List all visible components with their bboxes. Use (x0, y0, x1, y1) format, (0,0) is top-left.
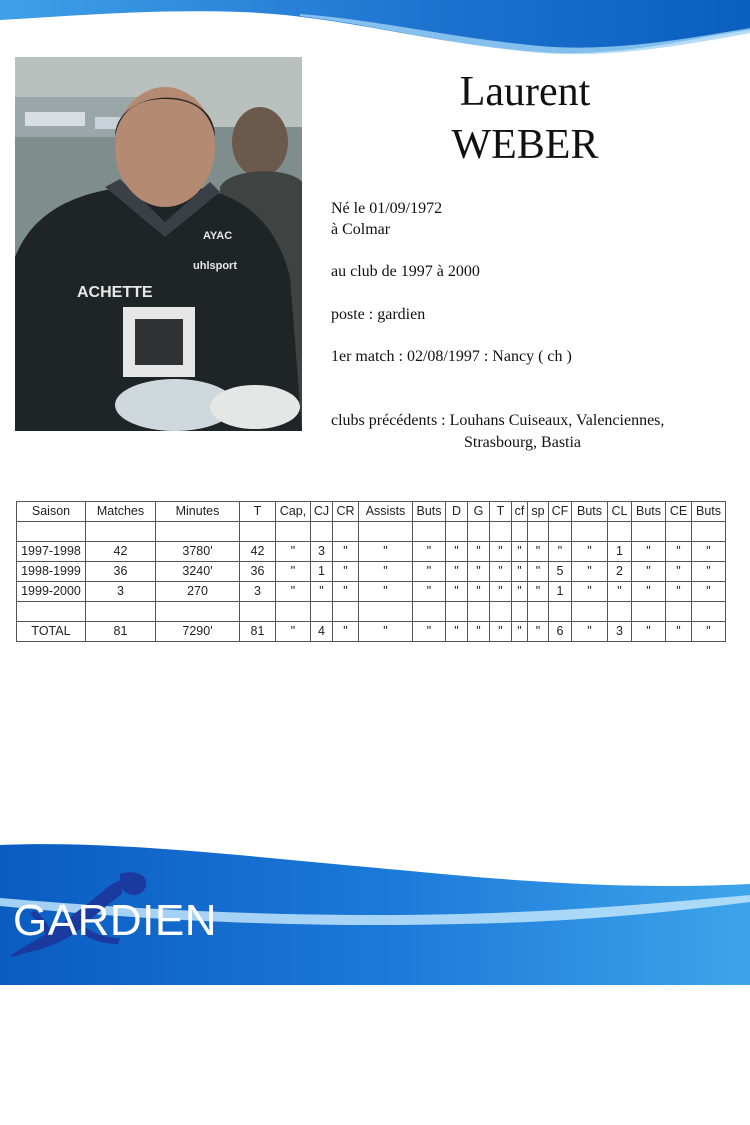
stats-cell (608, 522, 632, 542)
stats-header-cell: CL (608, 502, 632, 522)
stats-cell (490, 522, 512, 542)
stats-cell (632, 602, 666, 622)
stats-cell (333, 602, 359, 622)
stats-header-cell: cf (512, 502, 528, 522)
stats-cell: " (333, 542, 359, 562)
stats-cell (333, 522, 359, 542)
stats-cell: " (333, 582, 359, 602)
stats-header-cell: G (468, 502, 490, 522)
stats-cell (528, 522, 549, 542)
stats-cell (512, 602, 528, 622)
stats-cell (692, 522, 726, 542)
stats-cell: " (572, 622, 608, 642)
stats-header-cell: CE (666, 502, 692, 522)
stats-cell (490, 602, 512, 622)
stats-cell (528, 602, 549, 622)
previous-clubs-line-2: Strasbourg, Bastia (464, 434, 582, 451)
stats-row (17, 522, 726, 542)
stats-cell: " (276, 582, 311, 602)
birth-place: à Colmar (331, 221, 391, 238)
player-position: poste : gardien (331, 306, 426, 323)
stats-cell (468, 602, 490, 622)
stats-cell: " (512, 542, 528, 562)
stats-cell: " (632, 622, 666, 642)
stats-cell: " (490, 582, 512, 602)
stats-header-cell: T (490, 502, 512, 522)
stats-cell: 3 (608, 622, 632, 642)
stats-header-cell: D (446, 502, 468, 522)
birth-date: Né le 01/09/1972 (331, 200, 443, 217)
stats-cell: 1997-1998 (17, 542, 86, 562)
stats-cell: " (446, 582, 468, 602)
stats-header-cell: Saison (17, 502, 86, 522)
stats-cell: " (490, 622, 512, 642)
stats-cell: " (666, 582, 692, 602)
stats-cell (446, 602, 468, 622)
stats-cell (666, 522, 692, 542)
stats-cell (359, 602, 413, 622)
stats-cell: 6 (549, 622, 572, 642)
stats-cell: 1998-1999 (17, 562, 86, 582)
stats-cell (666, 602, 692, 622)
stats-cell: " (528, 542, 549, 562)
stats-cell: 4 (311, 622, 333, 642)
top-sponsor-text: AYAC (203, 230, 233, 242)
stats-cell (512, 522, 528, 542)
stats-cell: " (311, 582, 333, 602)
stats-header-cell: CF (549, 502, 572, 522)
stats-cell: 36 (86, 562, 156, 582)
stats-cell: " (468, 622, 490, 642)
shirt-sponsor-text: ACHETTE (77, 284, 153, 301)
stats-cell: " (528, 562, 549, 582)
stats-cell: 1 (608, 542, 632, 562)
previous-clubs-line-1: clubs précédents : Louhans Cuiseaux, Valenciennes, (331, 412, 665, 429)
stats-row (17, 602, 726, 622)
stats-cell: " (572, 542, 608, 562)
stats-header-cell: T (240, 502, 276, 522)
stats-cell (240, 522, 276, 542)
stats-cell: " (333, 622, 359, 642)
stats-cell: 1 (549, 582, 572, 602)
first-name: Laurent (459, 69, 591, 115)
stats-cell (240, 602, 276, 622)
last-name: WEBER (451, 122, 599, 168)
stats-cell: " (446, 622, 468, 642)
stats-cell (17, 602, 86, 622)
stats-cell: " (359, 562, 413, 582)
stats-cell: " (276, 562, 311, 582)
stats-cell: " (666, 622, 692, 642)
club-period: au club de 1997 à 2000 (331, 263, 480, 280)
stats-cell: " (490, 542, 512, 562)
stats-header-cell: Cap, (276, 502, 311, 522)
stats-cell: " (666, 562, 692, 582)
stats-cell: 1999-2000 (17, 582, 86, 602)
stats-cell: 2 (608, 562, 632, 582)
stats-cell: " (528, 622, 549, 642)
stats-cell: " (512, 622, 528, 642)
stats-cell (311, 602, 333, 622)
stats-cell: " (446, 562, 468, 582)
footer-label: GARDIEN (13, 896, 217, 945)
stats-cell: " (632, 582, 666, 602)
stats-header-cell: Matches (86, 502, 156, 522)
stats-cell: " (276, 542, 311, 562)
stats-cell (572, 522, 608, 542)
stats-cell: 7290' (156, 622, 240, 642)
stats-header-row (17, 502, 726, 522)
stats-cell: " (692, 562, 726, 582)
stats-cell: " (333, 562, 359, 582)
stats-header-cell: CR (333, 502, 359, 522)
stats-row (17, 542, 726, 562)
stats-cell (156, 522, 240, 542)
stats-header-cell: Assists (359, 502, 413, 522)
stats-cell: " (413, 562, 446, 582)
stats-cell: 3 (240, 582, 276, 602)
stats-table (16, 501, 726, 642)
stats-cell: 3780' (156, 542, 240, 562)
stats-cell: " (572, 582, 608, 602)
stats-cell (276, 522, 311, 542)
stats-cell (86, 522, 156, 542)
kit-brand-text: uhlsport (193, 260, 237, 272)
stats-cell: 1 (311, 562, 333, 582)
stats-cell: " (608, 582, 632, 602)
stats-cell: " (413, 582, 446, 602)
stats-total-row (17, 622, 726, 642)
stats-cell (446, 522, 468, 542)
stats-cell (17, 522, 86, 542)
stats-cell (86, 602, 156, 622)
stats-cell: 270 (156, 582, 240, 602)
stats-row (17, 562, 726, 582)
stats-cell: " (276, 622, 311, 642)
stats-cell: 36 (240, 562, 276, 582)
stats-cell: " (468, 542, 490, 562)
stats-cell: " (572, 562, 608, 582)
stats-cell (692, 602, 726, 622)
stats-cell (549, 522, 572, 542)
stats-cell: " (512, 562, 528, 582)
stats-cell (468, 522, 490, 542)
stats-cell: TOTAL (17, 622, 86, 642)
stats-cell: " (528, 582, 549, 602)
stats-cell: " (692, 622, 726, 642)
first-match: 1er match : 02/08/1997 : Nancy ( ch ) (331, 348, 572, 365)
stats-cell: " (490, 562, 512, 582)
stats-cell: 81 (86, 622, 156, 642)
stats-cell: " (632, 542, 666, 562)
stats-cell: " (413, 542, 446, 562)
stats-cell (608, 602, 632, 622)
stats-cell: " (468, 582, 490, 602)
stats-cell (311, 522, 333, 542)
stats-cell: 3240' (156, 562, 240, 582)
stats-cell: " (549, 542, 572, 562)
stats-cell: " (692, 582, 726, 602)
stats-cell (276, 602, 311, 622)
stats-cell: " (359, 622, 413, 642)
stats-cell: " (512, 582, 528, 602)
stats-header-cell: Buts (692, 502, 726, 522)
stats-cell (632, 522, 666, 542)
stats-row (17, 582, 726, 602)
stats-cell: 3 (86, 582, 156, 602)
stats-cell: " (468, 562, 490, 582)
stats-cell: " (632, 562, 666, 582)
stats-header-cell: sp (528, 502, 549, 522)
stats-cell (413, 602, 446, 622)
stats-cell: " (359, 542, 413, 562)
stats-cell: 5 (549, 562, 572, 582)
stats-cell (359, 522, 413, 542)
stats-cell (572, 602, 608, 622)
stats-cell: 42 (86, 542, 156, 562)
player-photo (15, 57, 302, 431)
stats-cell: 42 (240, 542, 276, 562)
stats-cell (413, 522, 446, 542)
stats-cell: 3 (311, 542, 333, 562)
stats-header-cell: Buts (413, 502, 446, 522)
stats-cell (549, 602, 572, 622)
stats-header-cell: Minutes (156, 502, 240, 522)
stats-cell: " (692, 542, 726, 562)
stats-cell: " (446, 542, 468, 562)
stats-header-cell: Buts (572, 502, 608, 522)
stats-cell: 81 (240, 622, 276, 642)
stats-cell: " (666, 542, 692, 562)
stats-cell (156, 602, 240, 622)
stats-cell: " (359, 582, 413, 602)
stats-header-cell: Buts (632, 502, 666, 522)
stats-header-cell: CJ (311, 502, 333, 522)
stats-cell: " (413, 622, 446, 642)
